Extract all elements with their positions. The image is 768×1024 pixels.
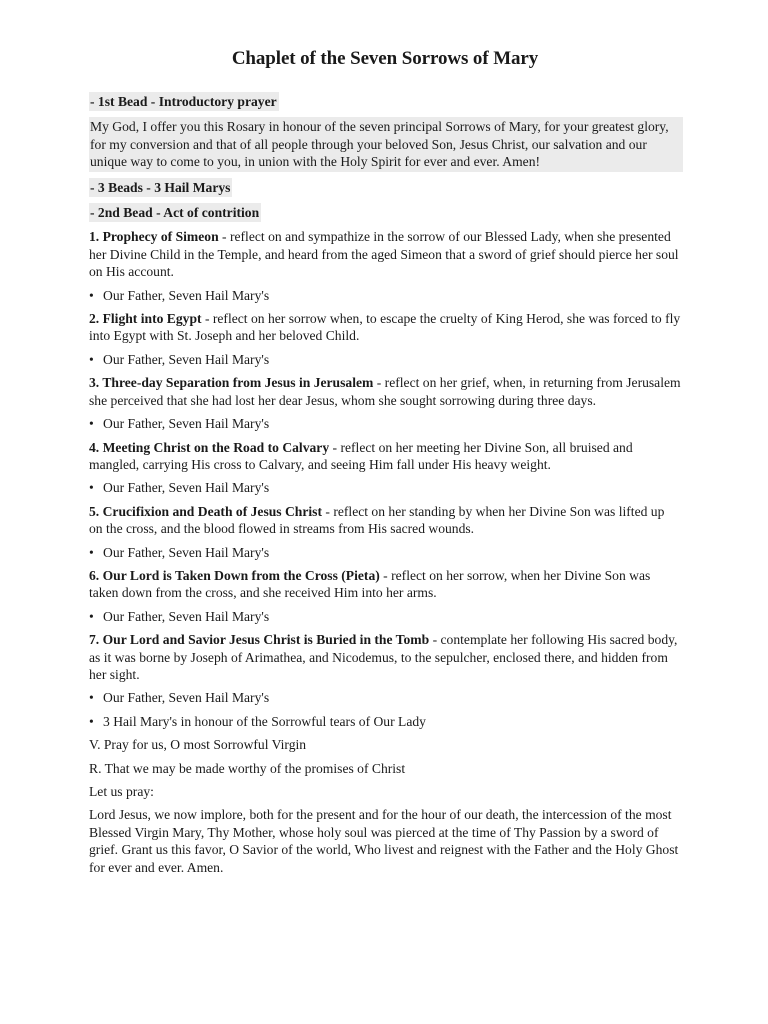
sorrow-text: - reflect on her grief, when, in returning from Jerusalem she perceived that she had lost her dear Jesus, whom she sought sorrowing during three days. xyxy=(89,375,681,408)
let-us-pray: Let us pray: xyxy=(89,784,154,799)
sorrow-title: 4. Meeting Christ on the Road to Calvary xyxy=(89,439,330,455)
bullet-icon: • xyxy=(89,351,94,367)
sorrow-5 xyxy=(89,503,681,538)
sorrow-3 xyxy=(89,374,681,409)
sorrow-title: 6. Our Lord is Taken Down from the Cross (Pieta) xyxy=(89,567,380,583)
bullet-icon: • xyxy=(89,690,94,706)
list-item xyxy=(89,415,681,432)
sorrow-2 xyxy=(89,310,681,345)
list-item xyxy=(89,689,681,706)
bullet-icon: • xyxy=(89,544,94,560)
sorrow-4 xyxy=(89,439,681,474)
document-page xyxy=(89,46,681,882)
sorrow-text: - reflect on her sorrow, when her Divine Son was taken down from the cross, and she received Him into her arms. xyxy=(89,567,651,601)
sorrow-title: 1. Prophecy of Simeon xyxy=(89,229,219,245)
our-father-text: Our Father, Seven Hail Mary's xyxy=(103,351,270,367)
document-title: Chaplet of the Seven Sorrows of Mary xyxy=(231,48,539,69)
intro-heading: - 1st Bead - Introductory prayer xyxy=(89,92,279,111)
sorrow-text: - reflect on her sorrow when, to escape the cruelty of King Herod, she was forced to fly into Egypt with St. Joseph and her beloved Child. xyxy=(89,311,681,344)
list-item xyxy=(89,479,681,496)
closing-prayer: Lord Jesus, we now implore, both for the present and for the hour of our death, the intercession of the most Blessed Virgin Mary, Thy Mother, whose holy soul was pierced at the time of Thy Passion by a sword of grief. Grant us this favor, O Savior of the world, Who livest and reignest with the Father and the Holy Ghost for ever and ever. Amen. xyxy=(89,807,679,875)
bullet-icon: • xyxy=(89,713,94,729)
our-father-text: Our Father, Seven Hail Mary's xyxy=(103,608,270,624)
bullet-icon: • xyxy=(89,480,94,496)
sorrow-text: - reflect on her meeting her Divine Son, all bruised and mangled, carrying His cross to Calvary, and seeing Him fall under His heavy weight. xyxy=(89,439,633,472)
sorrow-title: 3. Three-day Separation from Jesus in Jerusalem xyxy=(89,375,374,391)
sorrow-text: - contemplate her following His sacred body, as it was borne by Joseph of Arimathea, and Nicodemus, to the sepulcher, enclosed there, and hidden from her sight. xyxy=(89,632,678,682)
three-beads-heading: - 3 Beads - 3 Hail Marys xyxy=(89,178,232,197)
our-father-text: Our Father, Seven Hail Mary's xyxy=(103,690,270,706)
versicle: V. Pray for us, O most Sorrowful Virgin xyxy=(89,737,307,753)
response: R. That we may be made worthy of the promises of Christ xyxy=(89,760,406,776)
sorrow-text: - reflect on and sympathize in the sorrow of our Blessed Lady, when she presented her Divine Child in the Temple, and heard from the aged Simeon that a sword of grief should pierce her soul on His account. xyxy=(89,229,679,280)
sorrow-6 xyxy=(89,567,681,602)
list-item xyxy=(89,287,681,304)
our-father-text: Our Father, Seven Hail Mary's xyxy=(103,287,270,303)
sorrow-title: 5. Crucifixion and Death of Jesus Christ xyxy=(89,503,322,519)
our-father-text: Our Father, Seven Hail Mary's xyxy=(103,544,270,560)
bullet-icon: • xyxy=(89,608,94,624)
our-father-text: Our Father, Seven Hail Mary's xyxy=(103,480,270,496)
sorrow-title: 2. Flight into Egypt xyxy=(89,311,202,327)
second-bead-heading: - 2nd Bead - Act of contrition xyxy=(89,203,261,222)
list-item xyxy=(89,713,681,730)
sorrow-title: 7. Our Lord and Savior Jesus Christ is Buried in the Tomb xyxy=(89,632,430,648)
sorrow-7 xyxy=(89,631,681,683)
tears-text: 3 Hail Mary's in honour of the Sorrowful tears of Our Lady xyxy=(103,713,426,729)
sorrow-text: - reflect on her standing by when her Divine Son was lifted up on the cross, and the blood flowed in streams from His sacred wounds. xyxy=(89,503,665,537)
list-item xyxy=(89,608,681,625)
list-item xyxy=(89,351,681,368)
bullet-icon: • xyxy=(89,287,94,303)
list-item xyxy=(89,544,681,561)
bullet-icon: • xyxy=(89,416,94,432)
sorrow-1 xyxy=(89,228,681,280)
intro-prayer-text: My God, I offer you this Rosary in honour of the seven principal Sorrows of Mary, for your greatest glory, for my conversion and that of all people through your beloved Son, Jesus Christ, our salvation and our unique way to come to you, in union with the Holy Spirit for ever and ever. Amen! xyxy=(89,117,683,171)
our-father-text: Our Father, Seven Hail Mary's xyxy=(103,416,270,432)
